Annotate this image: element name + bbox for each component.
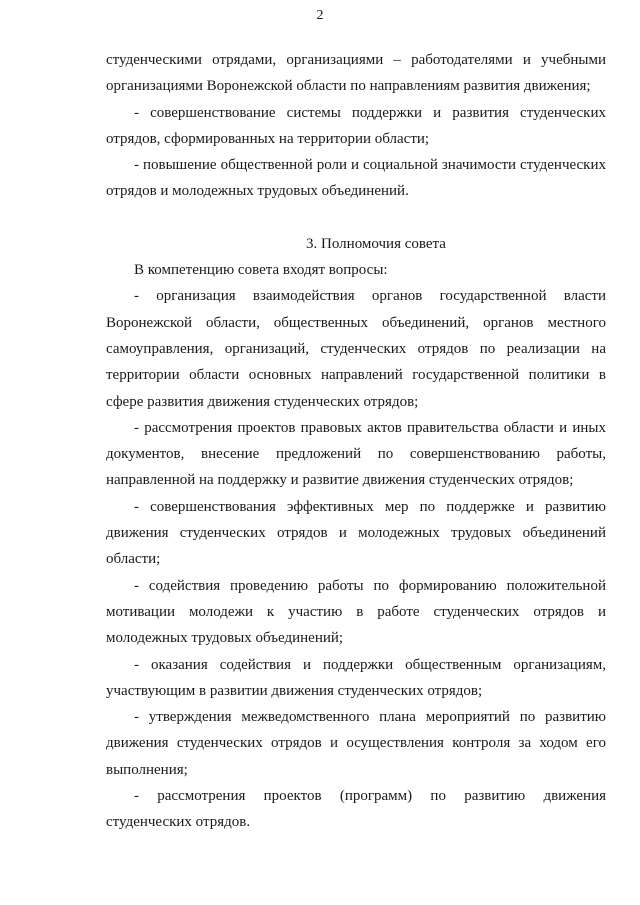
paragraph-continuation: студенческими отрядами, организациями – работодателями и учебными организациями Воронежской области по направлениям развития движения; [106,52,606,95]
competence-item: - оказания содействия и поддержки общественным организациям, участвующим в развитии движения студенческих отрядов; [106,656,606,699]
competence-item: - рассмотрения проектов (программ) по развитию движения студенческих отрядов. [106,788,606,831]
competence-item: - утверждения межведомственного плана мероприятий по развитию движения студенческих отрядов и осуществления контроля за ходом его выполнения; [106,709,606,778]
document-body [106,47,606,836]
section-spacer [106,205,606,231]
competence-item: - рассмотрения проектов правовых актов правительства области и иных документов, внесение предложений по совершенствованию работы, направленной на поддержку и развитие движения студенческих отрядов; [106,419,606,489]
section-intro: В компетенцию совета входят вопросы: [134,262,388,279]
competence-item: - содействия проведению работы по формированию положительной мотивации молодежи к участию в работе студенческих отрядов и молодежных трудовых объединений; [106,577,606,647]
competence-item: - организация взаимодействия органов государственной власти Воронежской области, общественных объединений, органов местного самоуправления, организаций, студенческих отрядов по реализации на территории области основных направлений государственной политики в сфере развития движения студенческих отрядов; [106,288,606,410]
section-heading: 3. Полномочия совета [306,235,446,252]
paragraph-item: - повышение общественной роли и социальной значимости студенческих отрядов и молодежных трудовых объединений. [106,157,606,200]
competence-item: - совершенствования эффективных мер по поддержке и развитию движения студенческих отрядов и молодежных трудовых объединений области; [106,498,606,568]
page-number: 2 [316,8,324,23]
paragraph-item: - совершенствование системы поддержки и развития студенческих отрядов, сформированных на территории области; [106,104,606,147]
